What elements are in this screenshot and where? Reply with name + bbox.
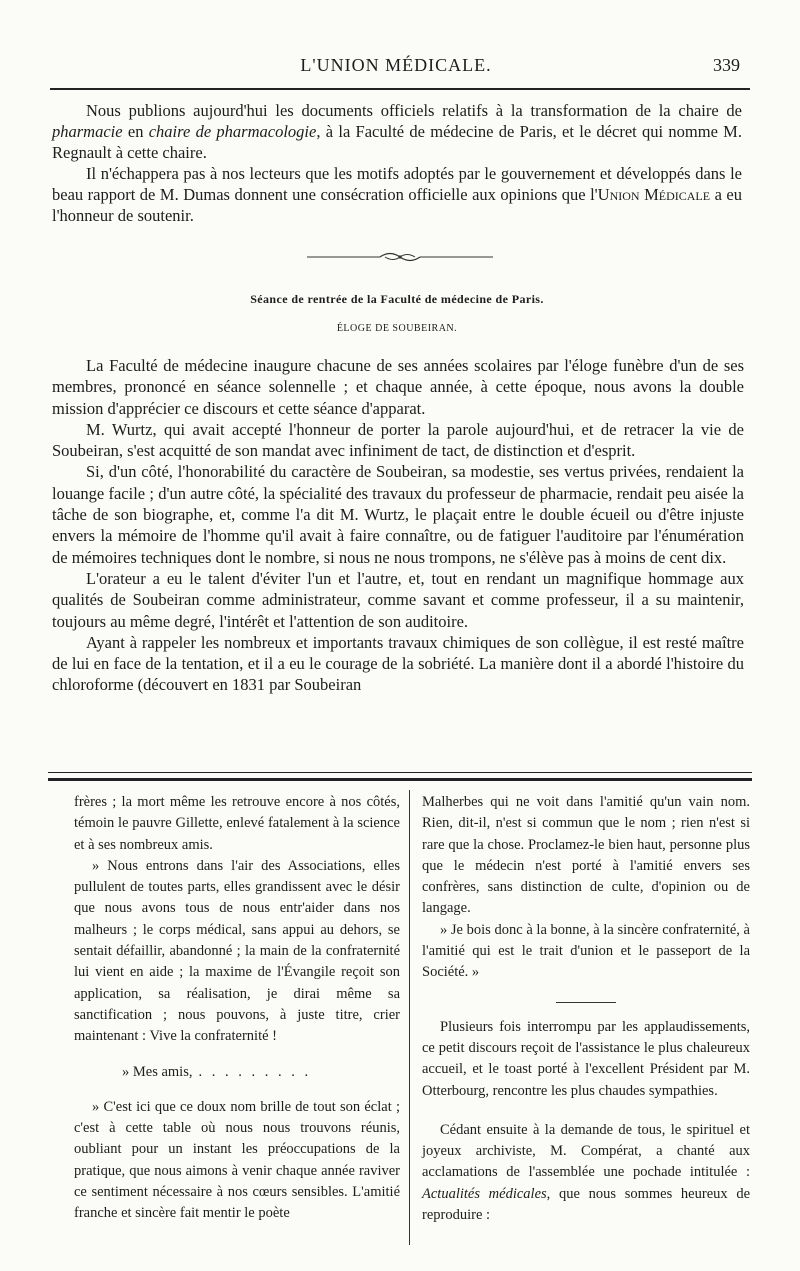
announcement-paragraph: [52, 100, 742, 163]
text-run: , à la Faculté de médecine de Paris, et le décret qui nomme M. Regnault à cette chaire.: [52, 122, 742, 162]
text-run: Nous publions aujourd'hui les documents officiels relatifs à la transformation de la chaire de: [86, 101, 742, 120]
text-run: » Mes amis,: [122, 1063, 193, 1080]
column-paragraph: » Nous entrons dans l'air des Associations, elles pullulent de toutes parts, elles grandissent avec le désir que nous avons tous de nous entr'aider dans nos malheurs ; le corps médical, sans appui au dehors, se sentait défaillir, abandonné ; la main de la confraternité lui vient en aide ; la maxime de l'Évangile reçoit son application, sa réalisation, je dirai même sa sanctification ; nous pouvons, à juste titre, crier maintenant : Vive la confraternité !: [74, 857, 400, 1045]
spacer: [422, 1003, 750, 1017]
text-run: a eu l'honneur de soutenir.: [52, 185, 743, 225]
italic-run: chaire de pharmacologie: [148, 122, 317, 141]
column-paragraph: » Je bois donc à la bonne, à la sincère confraternité, à l'amitié qui est le trait d'union et le passeport de la Société. »: [422, 921, 750, 981]
smallcaps-run: Union Médicale: [597, 185, 711, 204]
spacer: [74, 1048, 400, 1062]
spacer: [422, 984, 750, 1002]
text-run: en: [122, 122, 149, 141]
article-paragraph: Ayant à rappeler les nombreux et importants travaux chimiques de son collègue, il est resté maître de lui en face de la tentation, et il a eu le courage de la sobriété. La manière dont il a abordé l'histoire du chloroforme (découvert en 1831 par Soubeiran: [52, 632, 744, 695]
header-rule: [50, 88, 750, 90]
feuilleton-left-column: [74, 792, 400, 1225]
article-paragraph: La Faculté de médecine inaugure chacune de ses années scolaires par l'éloge funèbre d'un de ses membres, prononcé en séance solennelle ; et chaque année, à cette époque, nous avons la double mission d'apprécier ce discours et cette séance d'apparat.: [52, 356, 744, 418]
column-paragraph: [74, 1062, 400, 1083]
article-body: [52, 355, 744, 696]
spacer: [422, 1102, 750, 1120]
announcement-block: [52, 100, 742, 226]
journal-title: L'UNION MÉDICALE.: [300, 55, 492, 75]
article-paragraph: L'orateur a eu le talent d'éviter l'un et l'autre, et, tout en rendant un magnifique hommage aux qualités de Soubeiran comme administrateur, comme savant et comme professeur, il a su maintenir, toujours au même degré, l'intérêt et l'attention de son auditoire.: [52, 568, 744, 631]
announcement-paragraph: [52, 163, 742, 226]
column-paragraph: [422, 1120, 750, 1226]
text-run: Il n'échappera pas à nos lecteurs que les motifs adoptés par le gouvernement et développés dans le beau rapport de M. Dumas donnent une consécration officielle aux opinions que l': [52, 164, 742, 204]
feuilleton-right-column: [422, 792, 750, 1226]
column-divider: [409, 790, 410, 1245]
ornament-divider: [305, 250, 495, 264]
text-run: , que nous sommes heureux de reproduire :: [422, 1185, 751, 1224]
article-paragraph: Si, d'un côté, l'honorabilité du caractère de Soubeiran, sa modestie, ses vertus privées, rendaient la louange facile ; d'un autre côté, la spécialité des travaux du professeur de pharmacie, rendait peu aisée la tâche de son biographe, et, comme l'a dit M. Wurtz, le plaçait entre le double écueil ou d'être injuste envers la mémoire de l'homme qu'il avait à faire connaître, ou de fatiguer l'auditoire par l'énumération de mémoires techniques dont le nombre, si nous ne nous trompons, ne s'élève pas à moins de cent dix.: [52, 462, 744, 567]
italic-run: Actualités médicales: [422, 1185, 547, 1202]
spacer: [74, 1083, 400, 1097]
subsection-heading: ÉLOGE DE SOUBEIRAN.: [336, 323, 458, 334]
column-paragraph: » C'est ici que ce doux nom brille de tout son éclat ; c'est à cette table où nous nous trouvons réunis, oubliant pour un instant les préoccupations de la pratique, que nous aimons à venir chaque année raviver ce sentiment nécessaire à nos cœurs sensibles. L'amitié franche et sincère fait mentir le poète: [74, 1098, 400, 1222]
section-heading: Séance de rentrée de la Faculté de médecine de Paris.: [250, 292, 544, 306]
ellipsis-dots: . . . . . . . . .: [198, 1063, 312, 1080]
column-paragraph: Plusieurs fois interrompu par les applaudissements, ce petit discours reçoit de l'assistance le plus chaleureux accueil, et le toast porté à l'excellent Président par M. Otterbourg, rencontre les plus chaudes sympathies.: [422, 1018, 750, 1099]
column-paragraph: frères ; la mort même les retrouve encore à nos côtés, témoin le pauvre Gillette, enlevé fatalement à la science et à ses nombreux amis.: [74, 794, 400, 853]
page-number: 339: [713, 55, 740, 75]
feuilleton-rule: [48, 772, 752, 781]
article-paragraph: M. Wurtz, qui avait accepté l'honneur de porter la parole aujourd'hui, et de retracer la vie de Soubeiran, s'est acquitté de son mandat avec infiniment de tact, de distinction et d'esprit.: [52, 419, 744, 461]
text-run: Cédant ensuite à la demande de tous, le spirituel et joyeux archiviste, M. Compérat, a chanté aux acclamations de l'assemblée une pochade intitulée :: [422, 1121, 750, 1181]
page-header: [52, 55, 740, 79]
column-paragraph: Malherbes qui ne voit dans l'amitié qu'un vain nom. Rien, dit-il, n'est si commun que le nom ; rien n'est si rare que la chose. Proclamez-le bien haut, personne plus que le médecin n'est porté à l'amitié envers ses confrères, sans distinction de culte, d'opinion ou de langage.: [422, 794, 750, 917]
italic-run: pharmacie: [52, 122, 123, 141]
